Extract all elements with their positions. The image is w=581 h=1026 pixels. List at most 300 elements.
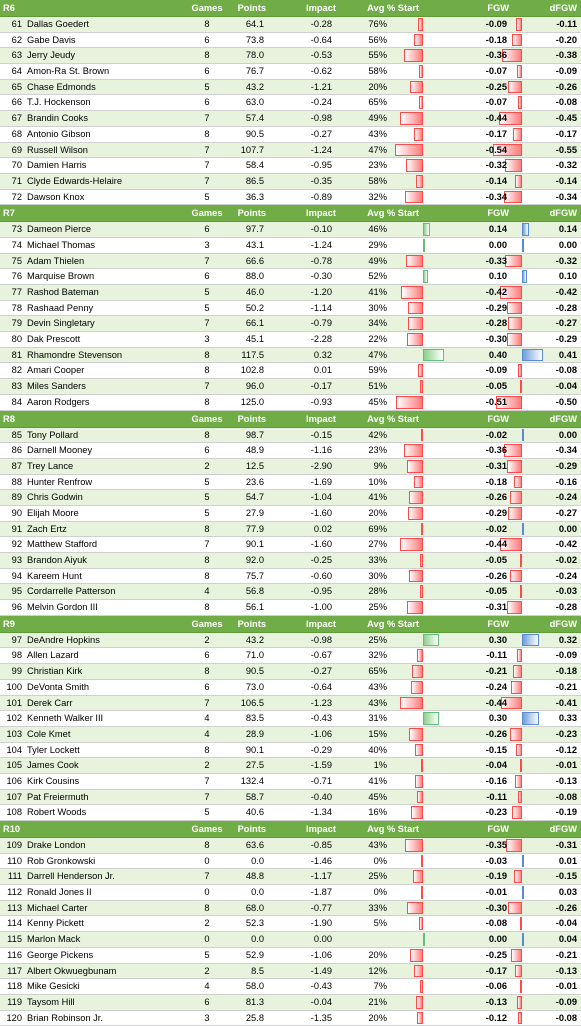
points-value: 71.0 [245,650,264,661]
fgw-data-bar [400,538,423,551]
games-value: 4 [204,586,210,597]
table-row [0,222,581,238]
header-games: Games [191,208,223,219]
table-row [0,600,581,616]
fgw-data-bar [409,491,423,504]
fgw-data-bar [408,317,423,330]
player-name: Gabe Davis [27,34,76,45]
table-row [0,190,581,206]
dfgw-value: 0.33 [558,713,577,724]
impact-value: -0.15 [310,429,332,440]
points-value: 66.6 [245,255,264,266]
avg-start-value: 30% [368,570,387,581]
fgw-data-bar [405,191,423,204]
games-value: 2 [204,460,210,471]
games-value: 5 [204,302,210,313]
header-fgw: FGW [487,413,509,424]
fgw-data-bar [415,744,423,757]
round-label: R8 [3,413,15,424]
fgw-value: -0.26 [485,728,507,739]
header-fgw: FGW [487,618,509,629]
avg-start-value: 23% [368,160,387,171]
avg-start-value: 42% [368,429,387,440]
player-rank: 101 [6,697,22,708]
player-name: Trey Lance [27,460,74,471]
table-row [0,680,581,696]
header-avg-start: Avg % Start [367,824,419,834]
player-rank: 82 [11,365,22,376]
games-value: 6 [204,681,210,692]
dfgw-value: 0.41 [558,349,577,360]
avg-start-value: 9% [373,460,387,471]
impact-value: -0.35 [310,175,332,186]
fgw-data-bar [419,917,423,930]
fgw-data-bar [414,34,423,47]
avg-start-value: 49% [368,255,387,266]
player-rank: 97 [11,634,22,645]
player-name: Russell Wilson [27,144,88,155]
fgw-data-bar [423,933,425,946]
fgw-value: -0.14 [485,175,507,186]
dfgw-data-bar [515,175,522,188]
impact-value: -0.78 [310,255,332,266]
player-rank: 75 [11,255,22,266]
player-name: George Pickens [27,949,94,960]
dfgw-data-bar [518,364,522,377]
player-rank: 62 [11,34,22,45]
dfgw-data-bar [522,429,524,442]
dfgw-data-bar [522,239,524,252]
games-value: 6 [204,34,210,45]
player-rank: 119 [7,996,22,1007]
points-value: 43.1 [245,239,264,250]
points-value: 8.5 [251,965,264,976]
avg-start-value: 34% [368,318,387,329]
table-row [0,95,581,111]
player-name: Adam Thielen [27,255,85,266]
player-name: Antonio Gibson [27,128,91,139]
games-value: 0 [204,934,210,945]
points-value: 57.4 [245,113,264,124]
avg-start-value: 58% [368,175,387,186]
impact-value: -0.27 [310,666,332,677]
points-value: 66.1 [245,318,264,329]
fgw-data-bar [400,112,423,125]
dfgw-value: -0.11 [556,19,577,29]
fgw-value: -0.28 [485,318,507,329]
round-label: R7 [3,208,15,219]
fgw-data-bar [423,223,430,236]
fgw-value: -0.34 [485,191,507,202]
dfgw-value: -0.42 [555,287,577,297]
fgw-value: 0.40 [488,349,507,360]
impact-value: -1.46 [310,855,332,866]
player-name: Rob Gronkowski [27,855,96,866]
avg-start-value: 23% [368,445,387,456]
fgw-data-bar [421,886,423,899]
fgw-data-bar [409,728,423,741]
fgw-data-bar [407,460,423,473]
impact-value: -1.20 [310,287,332,297]
dfgw-data-bar [513,665,522,678]
avg-start-value: 65% [368,666,387,677]
header-impact: Impact [306,413,336,424]
games-value: 3 [204,239,210,250]
fgw-data-bar [411,806,423,819]
table-row [0,932,581,948]
points-value: 88.0 [245,271,264,282]
impact-value: -2.28 [310,334,332,345]
fgw-data-bar [404,49,423,62]
games-value: 0 [204,855,210,866]
points-value: 46.0 [245,287,264,297]
player-rank: 64 [11,66,22,77]
player-rank: 80 [11,334,22,345]
fgw-data-bar [406,255,423,268]
player-rank: 63 [11,50,22,61]
player-rank: 66 [11,97,22,108]
impact-value: -1.06 [310,949,332,960]
fgw-data-bar [412,665,423,678]
player-name: Melvin Gordon III [27,602,98,613]
player-name: Jerry Jeudy [27,50,76,61]
fgw-value: -0.26 [485,570,507,581]
impact-value: -0.71 [310,775,332,786]
avg-start-value: 22% [368,334,387,345]
player-name: Hunter Renfrow [27,476,93,487]
games-value: 2 [204,965,210,976]
round-label: R10 [3,824,21,834]
impact-value: -1.24 [310,239,332,250]
table-row [0,395,581,411]
fgw-value: -0.18 [485,34,507,45]
dfgw-data-bar [522,886,524,899]
dfgw-value: -0.04 [555,918,577,929]
player-rank: 83 [11,381,22,392]
header-points: Points [237,413,266,424]
player-rank: 76 [11,271,22,282]
games-value: 8 [204,396,210,407]
games-value: 6 [204,445,210,456]
table-row [0,269,581,285]
fgw-data-bar [416,996,423,1009]
points-value: 132.4 [240,775,264,786]
dfgw-data-bar [507,302,522,315]
player-name: Tyler Lockett [27,744,80,755]
fgw-value: -0.17 [485,128,507,139]
games-value: 5 [204,191,210,202]
impact-value: -2.90 [310,460,332,471]
impact-value: -0.95 [310,586,332,597]
avg-start-value: 20% [368,81,387,92]
impact-value: -0.43 [310,981,332,992]
impact-value: -0.67 [310,650,332,661]
games-value: 3 [204,1012,210,1023]
header-points: Points [237,824,266,834]
fgw-value: -0.09 [485,365,507,376]
avg-start-value: 41% [368,775,387,786]
table-row [0,537,581,553]
player-name: Marlon Mack [27,934,81,945]
table-row [0,696,581,712]
impact-value: -1.24 [310,144,332,155]
table-row [0,111,581,127]
fgw-value: -0.36 [485,445,507,456]
player-name: Brandon Aiyuk [27,555,87,565]
points-value: 48.8 [245,871,264,882]
table-row [0,916,581,932]
fgw-value: 0.30 [488,713,507,724]
points-value: 0.0 [251,855,264,866]
points-value: 48.9 [245,445,264,456]
table-row [0,758,581,774]
avg-start-value: 30% [368,302,387,313]
dfgw-data-bar [522,223,529,236]
fgw-data-bar [414,476,423,489]
player-name: Chase Edmonds [27,81,96,92]
points-value: 86.5 [245,175,264,186]
points-value: 106.5 [240,697,264,708]
player-rank: 70 [11,160,22,171]
dfgw-value: 0.01 [558,855,577,866]
table-row [0,254,581,270]
fgw-value: -0.26 [485,492,507,503]
dfgw-data-bar [516,18,522,31]
header-impact: Impact [306,208,336,219]
games-value: 5 [204,476,210,487]
avg-start-value: 20% [368,949,387,960]
dfgw-value: -0.41 [555,697,577,708]
games-value: 7 [204,175,210,186]
points-value: 58.0 [245,981,264,992]
player-rank: 115 [7,934,22,945]
points-value: 36.3 [245,191,264,202]
fgw-data-bar [420,980,423,993]
header-games: Games [191,618,223,629]
fgw-data-bar [423,634,439,647]
dfgw-value: -0.08 [555,365,577,376]
games-value: 8 [204,50,210,61]
player-rank: 110 [7,855,22,866]
impact-value: -0.98 [310,634,332,645]
dfgw-data-bar [520,585,522,598]
fgw-value: -0.44 [485,539,507,550]
games-value: 5 [204,507,210,518]
avg-start-value: 43% [368,697,387,708]
player-name: Drake London [27,840,86,850]
dfgw-value: -0.27 [555,507,577,518]
impact-value: -1.14 [310,302,332,313]
points-value: 90.5 [245,666,264,677]
player-rank: 68 [11,128,22,139]
dfgw-value: -0.08 [555,97,577,108]
avg-start-value: 52% [368,271,387,282]
fgw-value: -0.19 [485,871,507,882]
header-dfgw: dFGW [549,413,577,424]
avg-start-value: 21% [368,996,387,1007]
dfgw-value: -0.09 [555,996,577,1007]
player-rank: 106 [6,775,22,786]
table-row [0,648,581,664]
player-name: Albert Okwuegbunam [27,965,117,976]
dfgw-data-bar [516,744,522,757]
table-row [0,584,581,600]
player-name: Dak Prescott [27,334,81,345]
points-value: 64.1 [245,19,264,29]
avg-start-value: 16% [368,807,387,818]
table-row [0,727,581,743]
table-row [0,332,581,348]
fgw-value: -0.30 [485,902,507,913]
games-value: 5 [204,81,210,92]
dfgw-value: -0.24 [555,492,577,503]
fgw-data-bar [408,302,423,315]
games-value: 7 [204,160,210,171]
points-value: 12.5 [245,460,264,471]
header-avg-start: Avg % Start [367,3,419,13]
games-value: 4 [204,981,210,992]
fgw-value: -0.01 [485,887,507,898]
player-rank: 61 [11,19,22,29]
fgw-value: -0.02 [485,523,507,534]
table-row [0,854,581,870]
dfgw-data-bar [508,81,522,94]
dfgw-value: -0.29 [555,460,577,471]
fgw-value: -0.16 [485,775,507,786]
fgw-data-bar [418,18,423,31]
table-row [0,948,581,964]
dfgw-value: -0.55 [555,144,577,155]
avg-start-value: 55% [368,50,387,61]
impact-value: -1.49 [310,965,332,976]
avg-start-value: 20% [368,507,387,518]
dfgw-value: -0.38 [555,50,577,61]
fgw-data-bar [401,286,423,299]
points-value: 63.6 [245,840,264,850]
table-row [0,743,581,759]
dfgw-value: 0.10 [558,271,577,282]
table-row [0,475,581,491]
points-value: 90.1 [245,539,264,550]
games-value: 0 [204,887,210,898]
player-rank: 107 [6,791,22,802]
games-value: 6 [204,66,210,77]
player-rank: 109 [6,840,22,850]
player-rank: 91 [11,523,22,534]
points-value: 75.7 [245,570,264,581]
round-header-row [0,411,581,428]
dfgw-value: -0.21 [555,681,577,692]
fgw-data-bar [417,649,423,662]
player-name: Rashaad Penny [27,302,94,313]
player-name: Brandin Cooks [27,113,88,124]
games-value: 3 [204,334,210,345]
points-value: 107.7 [240,144,264,155]
points-value: 40.6 [245,807,264,818]
player-rank: 89 [11,492,22,503]
dfgw-data-bar [518,791,522,804]
player-rank: 92 [11,539,22,550]
dfgw-data-bar [520,554,522,567]
table-row [0,301,581,317]
player-rank: 100 [6,681,22,692]
dfgw-data-bar [512,34,522,47]
avg-start-value: 56% [368,34,387,45]
fgw-data-bar [413,870,423,883]
dfgw-data-bar [515,775,522,788]
round-label: R9 [3,618,15,629]
points-value: 27.9 [245,507,264,518]
player-rank: 86 [11,445,22,456]
points-value: 45.1 [245,334,264,345]
header-avg-start: Avg % Start [367,413,419,424]
fgw-value: -0.02 [485,429,507,440]
player-rank: 74 [11,239,22,250]
round-header-row [0,821,581,838]
table-row [0,569,581,585]
impact-value: -1.00 [310,602,332,613]
avg-start-value: 69% [368,523,387,534]
fgw-data-bar [405,839,423,852]
dfgw-data-bar [517,996,522,1009]
table-row [0,774,581,790]
points-value: 81.3 [245,996,264,1007]
player-name: Cordarrelle Patterson [27,586,116,597]
points-value: 0.0 [251,934,264,945]
impact-value: -0.29 [310,744,332,755]
header-points: Points [237,618,266,629]
dfgw-data-bar [520,980,522,993]
impact-value: -1.60 [310,507,332,518]
dfgw-value: -0.01 [555,760,577,771]
points-value: 28.9 [245,728,264,739]
player-name: Matthew Stafford [27,539,98,550]
table-row [0,838,581,854]
player-rank: 78 [11,302,22,313]
fgw-data-bar [419,65,423,78]
dfgw-data-bar [507,333,522,346]
impact-value: 0.02 [313,523,332,534]
dfgw-value: -0.03 [555,586,577,597]
player-rank: 84 [11,396,22,407]
fgw-value: -0.07 [485,97,507,108]
fgw-data-bar [404,444,423,457]
impact-value: -0.98 [310,113,332,124]
dfgw-data-bar [510,570,522,583]
games-value: 8 [204,840,210,850]
impact-value: -1.34 [310,807,332,818]
fgw-value: -0.25 [485,81,507,92]
points-value: 90.5 [245,128,264,139]
header-points: Points [237,208,266,219]
header-dfgw: dFGW [549,618,577,629]
games-value: 8 [204,349,210,360]
avg-start-value: 58% [368,66,387,77]
fgw-value: -0.04 [485,760,507,771]
dfgw-value: -0.14 [555,175,577,186]
games-value: 7 [204,381,210,392]
table-row [0,316,581,332]
impact-value: -0.64 [310,34,332,45]
dfgw-value: -0.31 [555,840,577,850]
impact-value: 0.32 [313,349,332,360]
player-name: Zach Ertz [27,523,67,534]
dfgw-value: -0.01 [555,981,577,992]
points-value: 43.2 [245,81,264,92]
player-rank: 96 [11,602,22,613]
dfgw-value: -0.19 [555,807,577,818]
dfgw-value: 0.14 [558,224,577,235]
